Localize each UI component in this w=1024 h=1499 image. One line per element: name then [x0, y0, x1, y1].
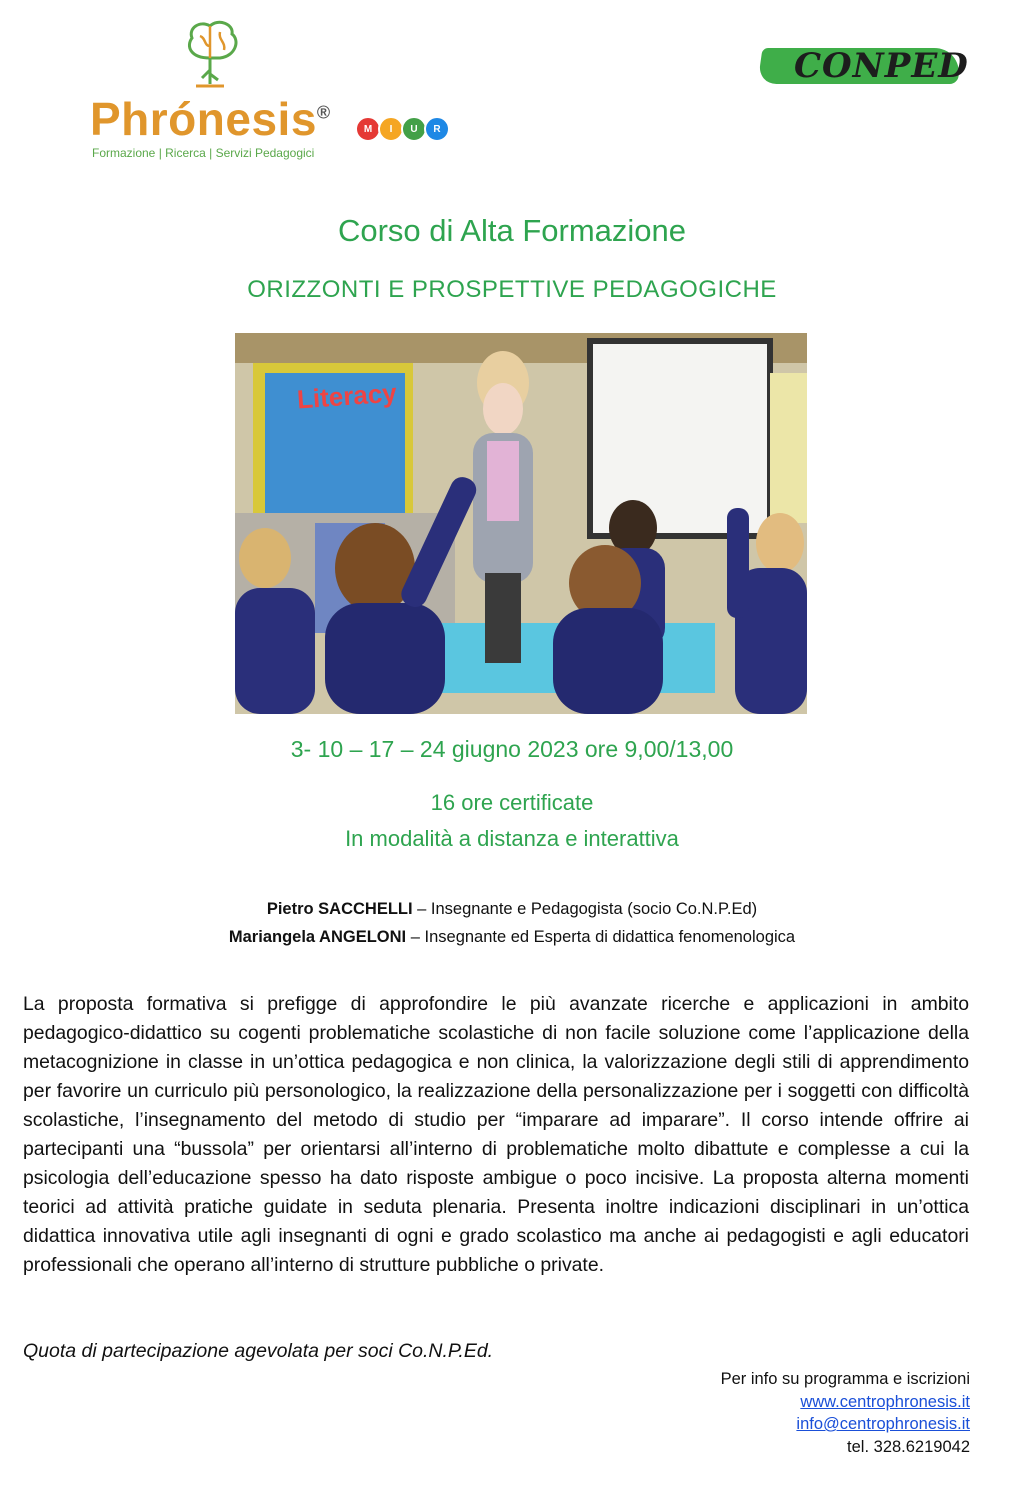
website-link[interactable]: www.centrophronesis.it	[800, 1392, 970, 1411]
conped-logo-text: CONPED	[794, 46, 969, 86]
course-hours: 16 ore certificate	[430, 790, 594, 815]
teacher-line	[0, 900, 1024, 919]
brand-tagline: Formazione | Ricerca | Servizi Pedagogici	[92, 146, 315, 160]
course-description: La proposta formativa si prefigge di approfondire le più avanzate ricerche e applicazioni in ambito pedagogico-didattico su cogenti problematiche scolastiche di non facile soluzione come l’applicazione della metacognizione in classe in un’ottica pedagogica e non clinica, la valorizzazione degli stili di apprendimento per favorire un curriculo più personologico, la realizzazione della personalizzazione per i soggetti con difficoltà scolastiche, l’insegnamento del metodo di studio per “imparare ad imparare”. Il corso intende offrire ai partecipanti una “bussola” per orientarsi all’interno di problematiche molto dibattute e complesse a cui la psicologia dell’educazione spesso ha dato risposte ambigue o poco incisive. La proposta alterna momenti teorici ad attività pratiche guidate in seduta plenaria. Presenta inoltre indicazioni disciplinari in un’ottica didattica innovativa utile agli insegnanti di ogni e grado scolastico ma anche ai pedagogisti e agli educatori professionali che operano all’interno di strutture pubbliche o private.	[23, 993, 969, 1276]
contact-intro: Per info su programma e iscrizioni	[720, 1370, 970, 1388]
registered-mark: ®	[316, 102, 331, 123]
miur-letter-u: U	[401, 116, 427, 142]
teacher-name: Mariangela ANGELONI	[228, 928, 407, 946]
teacher-role: – Insegnante ed Esperta di didattica fenomenologica	[406, 928, 796, 946]
contact-info	[560, 1368, 970, 1458]
classroom-photo	[235, 333, 807, 714]
phronesis-logo	[90, 18, 470, 168]
literacy-sign: Literacy	[296, 377, 398, 415]
miur-letter-m: M	[355, 116, 381, 142]
brain-tree-icon	[180, 18, 242, 90]
teacher-role: – Insegnante e Pedagogista (socio Co.N.P.Ed)	[412, 900, 758, 918]
email-link[interactable]: info@centrophronesis.it	[796, 1415, 970, 1433]
miur-letter-r: R	[424, 116, 450, 142]
course-type: Corso di Alta Formazione	[337, 213, 687, 248]
teacher-line	[0, 928, 1024, 947]
course-title: ORIZZONTI E PROSPETTIVE PEDAGOGICHE	[247, 276, 777, 303]
phone-number: tel. 328.6219042	[847, 1437, 970, 1456]
brand-name: Phrónesis®	[90, 93, 331, 145]
conped-logo	[760, 42, 969, 90]
course-dates: 3- 10 – 17 – 24 giugno 2023 ore 9,00/13,00	[290, 736, 734, 762]
miur-letter-i: I	[378, 116, 404, 142]
participation-fee-note: Quota di partecipazione agevolata per soci Co.N.P.Ed.	[23, 1340, 494, 1362]
course-mode: In modalità a distanza e interattiva	[345, 826, 679, 851]
teacher-name: Pietro SACCHELLI	[266, 900, 413, 918]
miur-badge	[358, 116, 450, 144]
